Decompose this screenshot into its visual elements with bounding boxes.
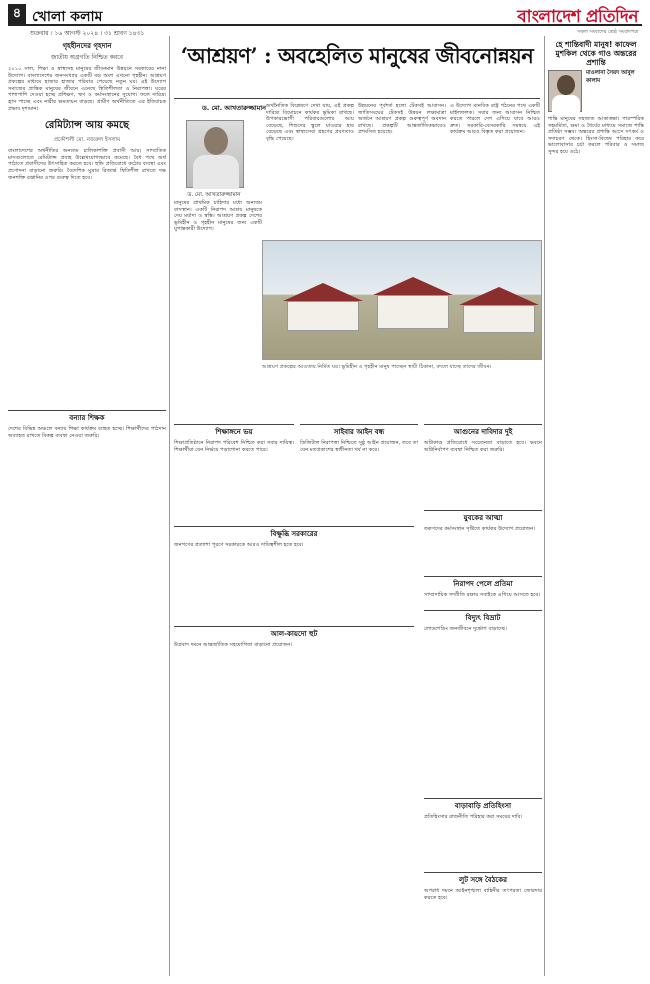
house-roof: [283, 283, 363, 301]
newspaper-logo: বাংলাদেশ প্রতিদিন: [517, 7, 638, 27]
main-headline: ‘আশ্রয়ণ’ : অবহেলিত মানুষের জীবনোন্নয়ন: [180, 43, 534, 68]
house: [377, 295, 449, 329]
box-body: জনগণের প্রত্যাশা পূরণে সরকারকে আরও দায়িত্বশীল হতে হবে।: [174, 542, 304, 548]
news-box: [8, 410, 166, 439]
news-box: [424, 872, 542, 901]
box-title: বিক্ষুব্ধি সরকারের: [270, 530, 318, 538]
box-body: সাম্প্রদায়িক সম্প্রীতি রক্ষায় সবাইকে এগিয়ে আসতে হবে।: [424, 592, 541, 598]
house-roof: [459, 287, 539, 305]
right-author-photo: [548, 70, 582, 112]
box-title: যুবকের আত্মা: [463, 514, 503, 522]
houses-photo-caption: আশ্রয়ণ প্রকল্পের আওতায় নির্মিত ঘর। ভূমিহীন ও গৃহহীন মানুষ পাচ্ছেন স্থায়ী ঠিকানা, বদলে যাচ্ছে তাদের জীবন।: [262, 364, 492, 370]
box-title: বিদ্যুৎ বিভ্রাট: [465, 614, 501, 622]
box-title: আগুনের দাবিদার দুই: [453, 428, 513, 436]
box-body: প্রতিহিংসার রাজনীতি পরিহার করা সময়ের দাবি।: [424, 814, 523, 820]
right-headline: হে শান্তিবাদী মানুষ! কাফেল মুশকিল থেকে গাও অন্তরের প্রশান্তি: [555, 40, 637, 67]
logo-tagline: সকল সংবাদের শ্রেষ্ঠ সংবাদপত্র: [577, 29, 638, 35]
box-title: সাইবার আইন বন্ধ: [333, 428, 385, 436]
shelter-houses-photo: [262, 240, 542, 360]
box-body: তরুণদের কর্মসংস্থান সৃষ্টিতে কার্যকর উদ্যোগ প্রয়োজন।: [424, 526, 536, 532]
main-article-col-b: অর্থনৈতিক বিশ্লেষণে দেখা যায়, এই প্রকল্প দারিদ্র্য বিমোচনে কার্যকর ভূমিকা রাখছে। উপকারভোগী পরিবারগুলোর আয় বেড়েছে, শিশুদের স্কুলে যাওয়ার হার বেড়েছে এবং স্বাস্থ্যসেবা গ্রহণের প্রবণতাও বৃদ্ধি পেয়েছে।: [266, 103, 354, 142]
house: [463, 305, 535, 333]
news-box: [424, 510, 542, 533]
left-kicker: গৃহহীনদের গৃহদান: [62, 42, 112, 50]
box-body: শিক্ষাপ্রতিষ্ঠানে নিরাপদ পরিবেশ নিশ্চিত করা সবার দায়িত্ব। শিক্ষার্থীরা যেন নির্ভয়ে পড়াশোনা করতে পারে।: [174, 440, 294, 453]
headline-rule: [174, 98, 540, 99]
author-torso-shape: [193, 155, 239, 189]
column-divider: [544, 36, 545, 976]
news-box: [424, 610, 542, 633]
left-subhead: জাতীয় অগ্রগতি নিশ্চিত করবে: [51, 54, 123, 61]
remittance-headline: রেমিট্যান্স আয় কমছে: [44, 120, 130, 132]
box-title: লুট সঙ্গে বৈঠকের: [458, 876, 507, 884]
box-body: উগ্রবাদ দমনে আন্তর্জাতিক সহযোগিতা বাড়ানো প্রয়োজন।: [174, 642, 293, 648]
box-title: আল-কায়দো হুট: [270, 630, 318, 638]
right-author-body-shape: [552, 95, 580, 113]
box-title: নিরাপদ পেলে প্রতিমা: [453, 580, 513, 588]
date-line: শুক্রবার । ১৬ আগস্ট ২০২৪ । ৩১ শ্রাবণ ১৪৩১: [30, 30, 145, 37]
news-box: [300, 424, 418, 453]
author-photo: [186, 120, 244, 188]
box-title: শিক্ষাঙ্গনে ভয়: [215, 428, 253, 436]
house-roof: [373, 277, 453, 295]
box-body: অগ্নিকাণ্ড প্রতিরোধে সচেতনতা বাড়াতে হবে। ভবনে অগ্নিনির্বাপণ ব্যবস্থা নিশ্চিত করা জরুরি।: [424, 440, 542, 453]
box-title: বাড়াবাড়ি প্রতিহিংসা: [454, 802, 512, 810]
right-body: শান্তি মানুষের সহজাত আকাঙ্ক্ষা। পারস্পরিক সহমর্মিতা, ক্ষমা ও ধৈর্যের মাধ্যমে সমাজে শান্তি প্রতিষ্ঠা সম্ভব। অন্তরের প্রশান্তি আসে সৎকর্ম ও সদাচরণ থেকে। হিংসা-বিদ্বেষ পরিহার করে ভালোবাসার চর্চা করলে পরিবার ও সমাজ সুন্দর হয়ে ওঠে।: [548, 116, 644, 155]
news-box: [174, 526, 414, 549]
box-title: বন্যার শিক্ষক: [69, 414, 105, 422]
byline: ড. মো. আখতারুজ্জামান: [201, 104, 267, 112]
news-box: [424, 424, 542, 453]
right-column: [548, 40, 644, 156]
news-box: [174, 626, 414, 649]
page-header: [8, 4, 642, 26]
news-box: [174, 424, 294, 453]
news-box: [424, 798, 542, 821]
column-divider: [169, 36, 170, 976]
remittance-author: প্রকৌশলী মো. নজরুল ইসলাম: [53, 137, 121, 144]
left-column: [8, 40, 166, 181]
news-box: [424, 576, 542, 599]
right-author-head-shape: [557, 75, 575, 95]
page-number: ৪: [8, 4, 26, 24]
house: [287, 301, 359, 331]
author-photo-caption: ড. মো. আখতারুজ্জামান: [187, 192, 241, 198]
box-body: লোডশেডিং জনজীবনে দুর্ভোগ বাড়াচ্ছে।: [424, 626, 507, 632]
left-body: ২০১০ সাল, শিক্ষা ও স্বাস্থ্যসহ মানুষের জীবনমান উন্নয়নে সরকারের নানা উদ্যোগ। বাংলাদেশের জনসংখ্যার একটি বড় অংশ এখনো গৃহহীন। আশ্রয়ণ প্রকল্পের মাধ্যমে হাজার হাজার পরিবার পেয়েছে নতুন ঘর। এই উদ্যোগ সমাজের প্রান্তিক মানুষের জীবনে এনেছে স্থিতিশীলতা ও নিরাপত্তা। ঘরের পাশাপাশি দেওয়া হচ্ছে প্রশিক্ষণ, ঋণ ও কর্মসংস্থানের সুযোগ। ফলে দারিদ্র্য হ্রাস পাচ্ছে এবং নারীর ক্ষমতায়ন বাড়ছে। গ্রামীণ অর্থনীতিতে এর ইতিবাচক প্রভাব দৃশ্যমান।: [8, 66, 166, 112]
right-author: মাওলানা সৈয়দ আবুল কালাম: [586, 70, 635, 84]
author-head-shape: [204, 127, 228, 155]
section-title: খোলা কলাম: [32, 9, 103, 25]
remittance-body: বাংলাদেশের অর্থনীতির অন্যতম চালিকাশক্তি প্রবাসী আয়। সাম্প্রতিক মাসগুলোতে রেমিট্যান্স প্রবাহ উল্লেখযোগ্যভাবে কমেছে। বৈধ পথে অর্থ পাঠাতে প্রবাসীদের উৎসাহিত করতে হবে। হুন্ডি প্রতিরোধে কঠোর ব্যবস্থা এবং প্রণোদনা বাড়ানো জরুরি। বৈদেশিক মুদ্রার রিজার্ভ স্থিতিশীল রাখতে দক্ষ জনশক্তি রপ্তানির ওপর গুরুত্ব দিতে হবে।: [8, 148, 166, 181]
main-article-col-a: মানুষের প্রাথমিক চাহিদার মধ্যে অন্যতম বাসস্থান। একটি নিরাপদ আশ্রয় মানুষকে দেয় মর্যাদা ও স্বস্তি। আশ্রয়ণ প্রকল্প দেশের ভূমিহীন ও গৃহহীন মানুষের জন্য একটি যুগান্তকারী উদ্যোগ।: [174, 200, 262, 233]
box-body: ডিজিটাল নিরাপত্তা নিশ্চিতে সুষ্ঠু আইন প্রয়োজন, তবে তা যেন মতপ্রকাশের স্বাধীনতা খর্ব না করে।: [300, 440, 418, 453]
box-body: দেশের বিভিন্ন অঞ্চলে বন্যায় শিক্ষা কার্যক্রম ব্যাহত হচ্ছে। শিক্ষার্থীদের পাঠদান অব্যাহত রাখতে বিকল্প ব্যবস্থা নেওয়া জরুরি।: [8, 426, 166, 439]
main-article-col-c: উন্নয়নের পূর্বশর্ত হলো টেকসই আবাসন। জাতিসংঘের টেকসই উন্নয়ন লক্ষ্যমাত্রা অর্জনে আশ্রয়ণ প্রকল্প গুরুত্বপূর্ণ অবদান রাখছে। প্রকল্পটি আন্তর্জাতিকভাবেও প্রশংসিত হয়েছে।: [358, 103, 446, 136]
main-article-col-d: এ উদ্যোগ মানবিক রাষ্ট্র গঠনের পথে একটি মাইলফলক। সবার জন্য আবাসন নিশ্চিত করতে পারলে দেশ এগিয়ে যাবে আরও দ্রুত। সরকারি-বেসরকারি সমন্বয়ে এই কার্যক্রম আরও বিস্তৃত করা প্রয়োজন।: [450, 103, 540, 136]
box-body: অপরাধ দমনে আইনশৃঙ্খলা বাহিনীর তৎপরতা জোরদার করতে হবে।: [424, 888, 542, 901]
